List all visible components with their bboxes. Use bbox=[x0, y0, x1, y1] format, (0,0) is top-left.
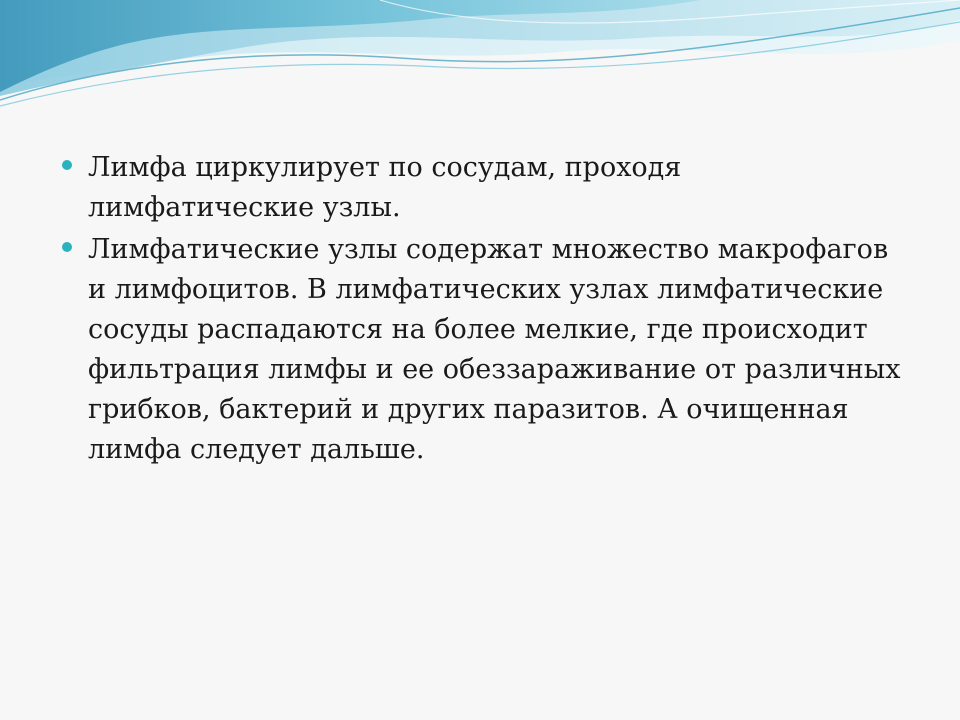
bullet-dot-icon bbox=[62, 242, 72, 252]
bullet-item bbox=[60, 230, 910, 470]
bullet-text: Лимфа циркулирует по сосудам, проходя лимфатические узлы. bbox=[88, 152, 682, 223]
bullet-text: Лимфатические узлы содержат множество макрофагов и лимфоцитов. В лимфатических узлах лимфатические сосуды распадаются на более мелкие, где происходит фильтрация лимфы и ее обеззараживание от различных грибков, бактерий и других паразитов. А очищенная лимфа следует дальше. bbox=[88, 234, 901, 465]
bullet-dot-icon bbox=[62, 160, 72, 170]
bullet-list bbox=[60, 148, 910, 472]
wave-header-decoration bbox=[0, 0, 960, 115]
bullet-item bbox=[60, 148, 910, 228]
